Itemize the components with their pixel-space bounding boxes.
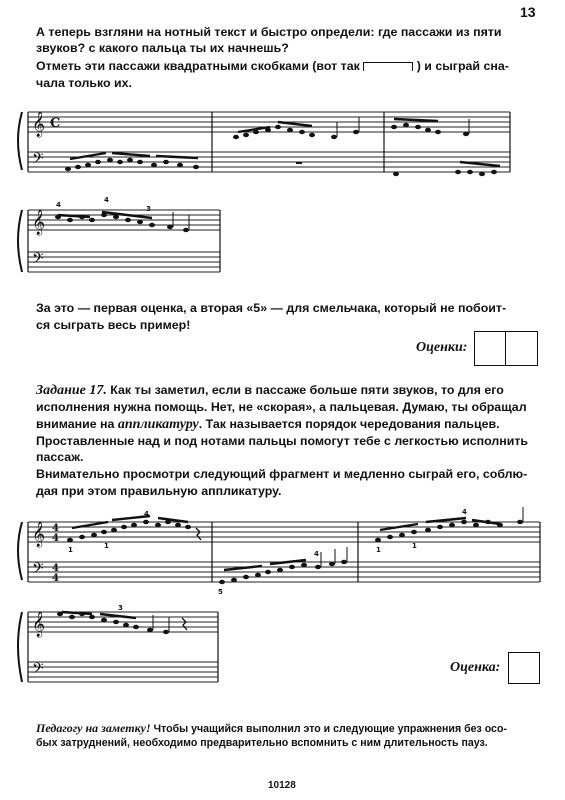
intro-line-3a: Отметь эти пассажи квадратными скобками (вот так (36, 59, 360, 73)
teacher-note-line-1 (36, 721, 507, 736)
time-sig-c-treble: C (50, 116, 61, 131)
task17-line-7: дая при этом правильную аппликатуру. (36, 484, 282, 498)
fingering-5a: 5 (218, 588, 223, 596)
fingering-1b: 1 (104, 542, 109, 550)
grade-box (508, 652, 540, 684)
svg-text:𝄢: 𝄢 (32, 660, 44, 681)
fingering-1d: 1 (412, 542, 417, 550)
task17-term: аппликатуру (117, 417, 199, 432)
footer-code: 10128 (268, 780, 296, 791)
teacher-note-text-1: Чтобы учащийся выполнил это и следующие упражнения без осо- (153, 723, 507, 735)
intro-line-1: А теперь взгляни на нотный текст и быстро определи: где пассажи из пяти (36, 25, 502, 39)
praise-line-2: ся сыграть весь пример! (36, 318, 191, 332)
task17-line-3b: . Так называется порядок чередования пальцев. (198, 417, 500, 431)
intro-line-2: звуков? с какого пальца ты их начнешь? (36, 41, 289, 55)
svg-text:𝄞: 𝄞 (32, 522, 46, 547)
ts-bottom-treble: 4 (52, 533, 59, 544)
task17-line-1-text: Как ты заметил, если в пассаже больше пяти звуков, то для его (110, 383, 504, 397)
ts-top-bass: 4 (52, 563, 59, 574)
fingering-4e: 4 (462, 508, 467, 516)
page-number: 13 (520, 4, 536, 20)
task17-line-5: пассаж. (36, 450, 84, 464)
fingering-4c: 4 (144, 510, 149, 518)
intro-line-4: чала только их. (36, 76, 132, 90)
fingering-4b: 4 (104, 196, 109, 204)
svg-text:𝄞: 𝄞 (32, 210, 46, 235)
fingering-4d: 4 (314, 550, 319, 558)
intro-line-3b: ) и сыграй сна- (416, 59, 509, 73)
teacher-note-line-2: бых затруднений, необходимо предварительно вспомнить с ним длительность пауз. (36, 737, 488, 749)
svg-text:𝄢: 𝄢 (32, 250, 44, 271)
task17-label: Задание 17. (36, 383, 107, 398)
praise-line-1: За это — первая оценка, а вторая «5» — для смельчака, который не побоит- (36, 301, 507, 315)
fingering-1c: 1 (376, 546, 381, 554)
ts-bottom-bass: 4 (52, 573, 59, 584)
svg-text:𝄢: 𝄢 (32, 150, 44, 171)
task17-line-6: Внимательно просмотри следующий фрагмент и медленно сыграй его, соблю- (36, 467, 528, 481)
task17-line-3a: внимание на (36, 417, 115, 431)
grades-label: Оценки: (416, 340, 468, 355)
teacher-note-label: Педагогу на заметку! (36, 721, 151, 735)
task17-line-4: Проставленные над и под нотами пальцы помогут тебе с легкостью исполнить (36, 434, 529, 448)
ts-top-treble: 4 (52, 523, 59, 534)
fingering-4a: 4 (56, 201, 61, 209)
svg-text:𝄞: 𝄞 (32, 112, 46, 137)
task17-line-2: исполнения нужна помощь. Нет, не «скорая», а пальцевая. Думаю, ты обращал (36, 400, 527, 414)
fingering-3a: 3 (146, 205, 151, 213)
grade-label: Оценка: (450, 660, 501, 675)
fingering-1a: 1 (68, 546, 73, 554)
svg-text:𝄞: 𝄞 (32, 612, 46, 637)
fingering-3b: 3 (118, 604, 123, 612)
svg-text:𝄢: 𝄢 (32, 560, 44, 581)
